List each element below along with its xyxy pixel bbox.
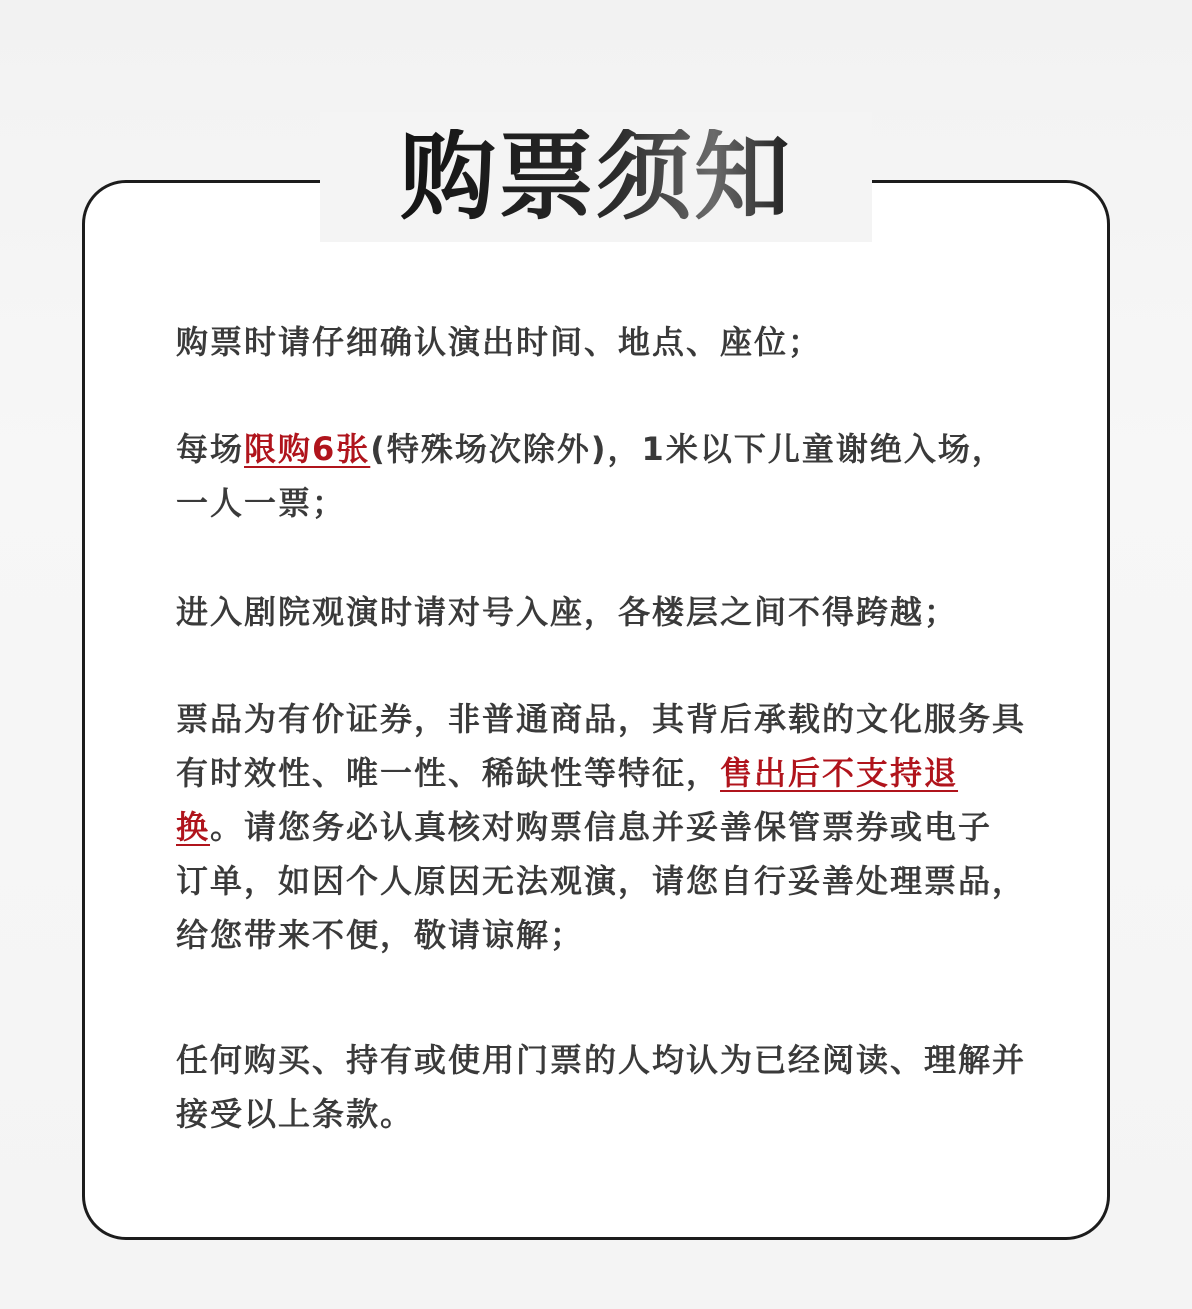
paragraph-text: 。请您务必认真核对购票信息并妥善保管票券或电子订单，如因个人原因无法观演，请您自行妥善处理票品，给您带来不便，敬请谅解； bbox=[176, 808, 1027, 954]
notice-paragraph-3 bbox=[176, 585, 1026, 639]
purchase-limit-highlight: 限购6张 bbox=[244, 430, 371, 468]
notice-paragraph-1 bbox=[176, 315, 1026, 369]
notice-paragraph-2 bbox=[176, 422, 1026, 530]
paragraph-text: (特殊场次除外)，1米以下儿童谢绝入场，一人一票； bbox=[176, 430, 1006, 522]
paragraph-text: 任何购买、持有或使用门票的人均认为已经阅读、理解并接受以上条款。 bbox=[176, 1041, 1027, 1133]
paragraph-text: 每场 bbox=[176, 430, 245, 468]
title-banner bbox=[320, 112, 872, 242]
paragraph-text: 购票时请仔细确认演出时间、地点、座位； bbox=[176, 323, 823, 361]
page-title: 购票须知 bbox=[400, 120, 792, 233]
no-refund-highlight: 售出后不支持退换 bbox=[176, 754, 959, 846]
paragraph-text: 进入剧院观演时请对号入座，各楼层之间不得跨越； bbox=[176, 593, 959, 631]
notice-paragraph-5 bbox=[176, 1033, 1026, 1141]
notice-paragraph-4 bbox=[176, 692, 1026, 962]
paragraph-text: 票品为有价证券，非普通商品，其背后承载的文化服务具有时效性、唯一性、稀缺性等特征， bbox=[176, 700, 1027, 792]
